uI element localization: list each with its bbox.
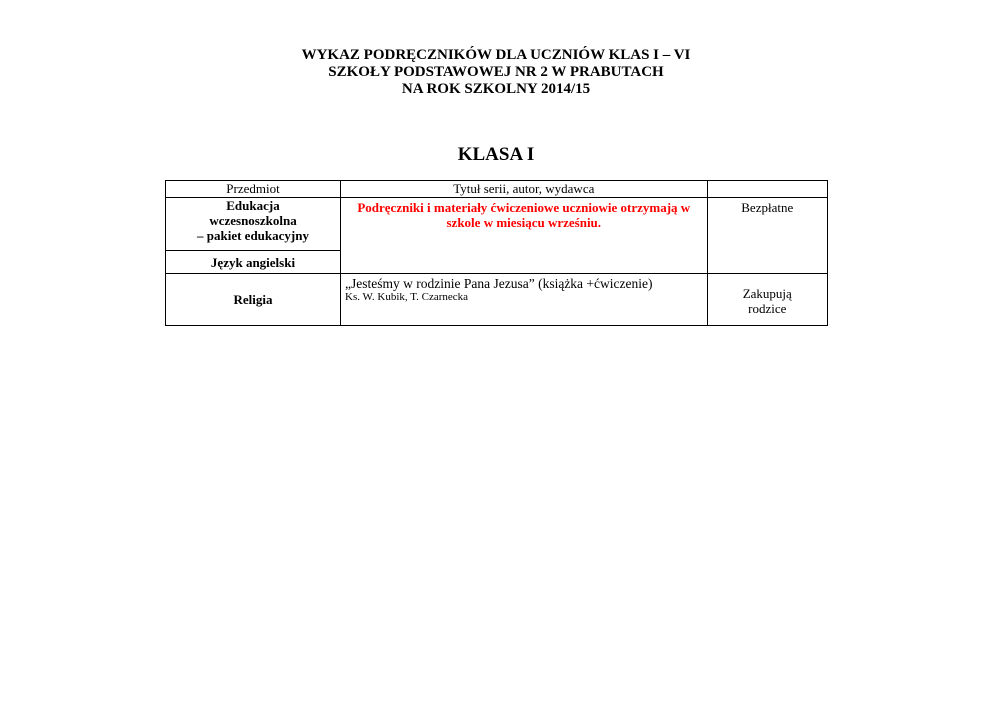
subject-line: Edukacja [226,198,280,213]
section-heading: KLASA I [457,144,535,165]
table-header-row [166,181,828,198]
title-line-2: SZKOŁY PODSTAWOWEJ NR 2 W PRABUTACH [328,64,664,80]
textbook-table [165,180,828,326]
subject-line: – pakiet edukacyjny [197,228,309,243]
subject-religion: Religia [166,274,341,326]
subject-line: wczesnoszkolna [209,213,297,228]
religion-book-cell [341,274,708,326]
cost-line: rodzice [748,300,787,316]
cost-free: Bezpłatne [707,198,827,274]
header-subject: Przedmiot [166,181,341,198]
subject-early-education [166,198,341,251]
subject-english: Język angielski [166,251,341,274]
book-author: Ks. W. Kubik, T. Czarnecka [345,291,469,303]
cost-line: Zakupują [742,285,792,301]
title-line-1: WYKAZ PODRĘCZNIKÓW DLA UCZNIÓW KLAS I – VI [301,47,691,63]
title-line-3: NA ROK SZKOLNY 2014/15 [401,81,591,97]
table-row [166,198,828,251]
header-title: Tytuł serii, autor, wydawca [341,181,708,198]
free-materials-note: Podręczniki i materiały ćwiczeniowe uczniowie otrzymają w szkole w miesiącu wrześniu. [341,198,708,274]
book-title: „Jesteśmy w rodzinie Pana Jezusa” (książka +ćwiczenie) [345,276,653,291]
table-row [166,274,828,326]
header-cost [707,181,827,198]
document-title [0,47,992,98]
cost-parents-buy [707,274,827,326]
